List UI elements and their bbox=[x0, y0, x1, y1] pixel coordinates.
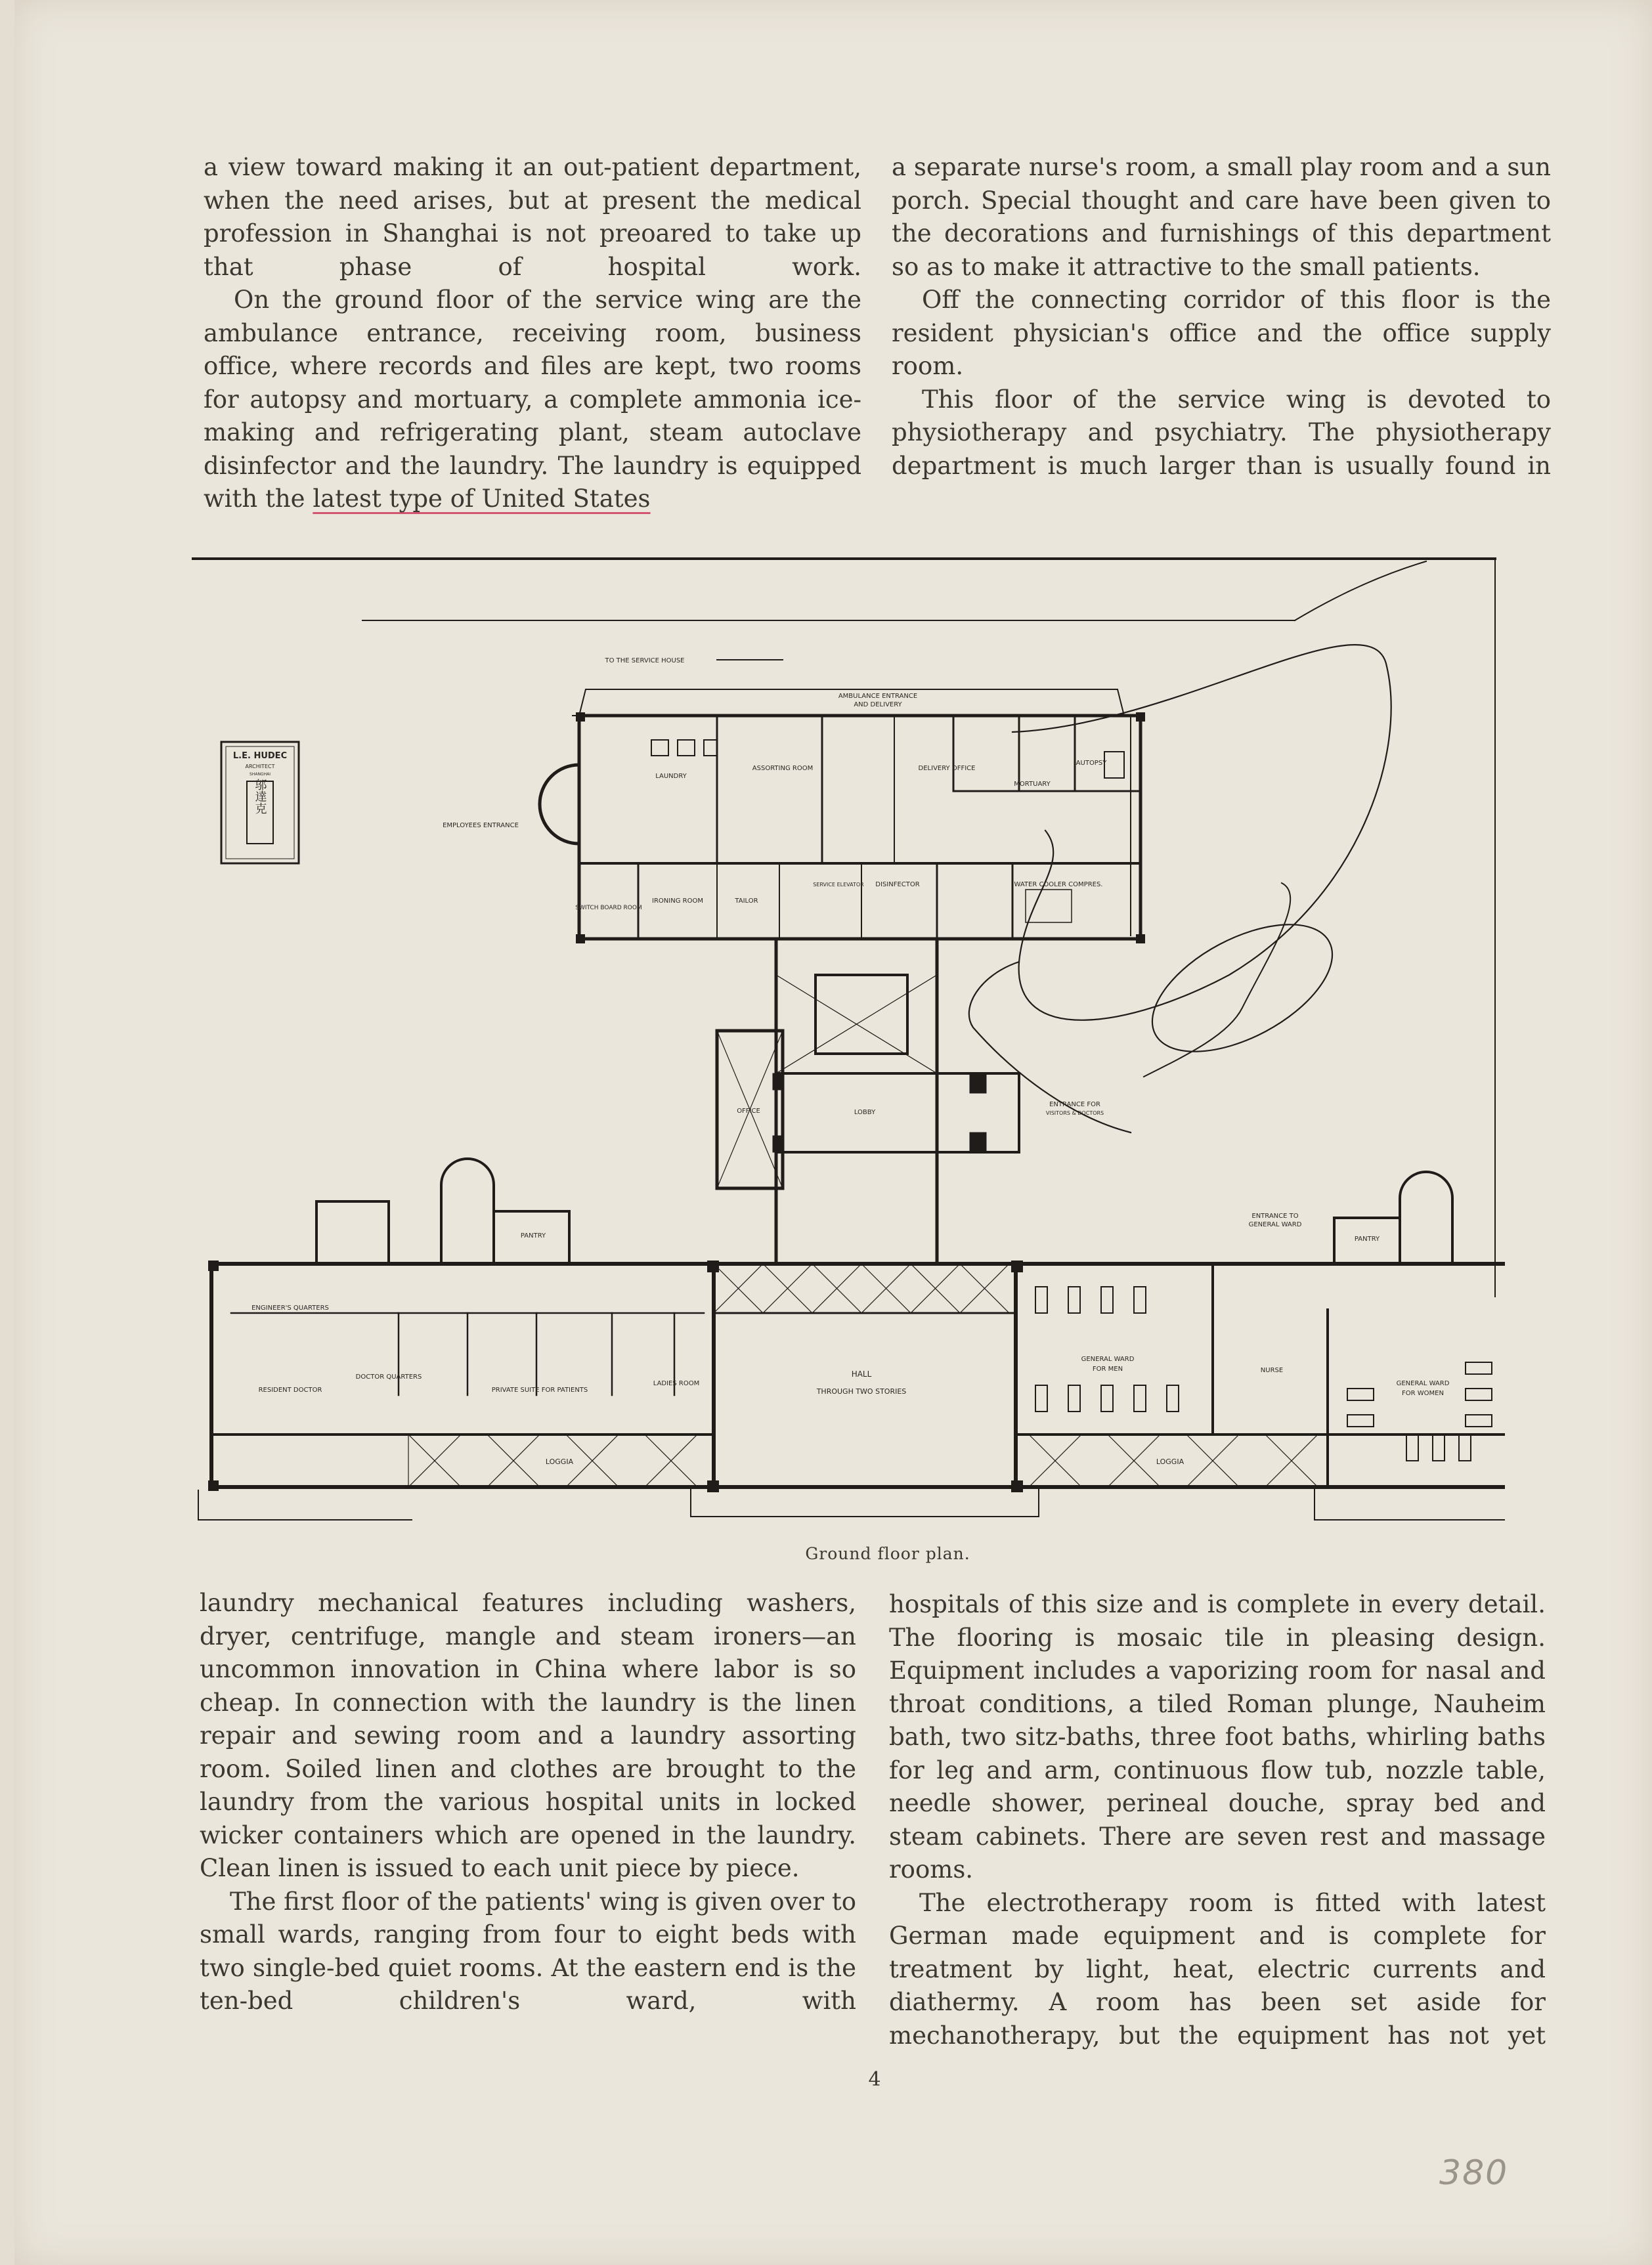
label-service-elevator: SERVICE ELEVATOR bbox=[813, 882, 864, 888]
paragraph: laundry mechanical features including washers, dryer, centrifuge, mangle and steam ironers—an uncommon innovation in China where labor is so cheap. In connection with the laundry is the linen repair and sewing room and a laundry assorting room. Soiled linen and clothes are brought to the laundry from the various hospital units in locked wicker containers which are opened in the laundry. Clean linen is issued to each unit piece by piece. bbox=[200, 1589, 856, 1882]
label-tailor: TAILOR bbox=[735, 897, 758, 905]
text-column-bottom-left bbox=[200, 1587, 856, 2018]
label-entrance-general-ward: ENTRANCE TO bbox=[1251, 1213, 1299, 1220]
label-to-service-house: TO THE SERVICE HOUSE bbox=[605, 657, 685, 664]
label-entrance-visitors-2: VISITORS & DOCTORS bbox=[1045, 1110, 1104, 1116]
floor-plan-figure bbox=[192, 555, 1505, 1530]
service-wing-outline bbox=[579, 716, 1141, 939]
label-assorting-room: ASSORTING ROOM bbox=[752, 765, 814, 772]
label-general-ward-women: GENERAL WARD bbox=[1396, 1380, 1450, 1387]
label-for-women: FOR WOMEN bbox=[1402, 1390, 1444, 1397]
label-disinfector: DISINFECTOR bbox=[875, 881, 920, 888]
paragraph: a separate nurse's room, a small play room and a sun porch. Special thought and care have been given to the decorations and furnishings of this department so as to make it attractive to the small patients. bbox=[892, 153, 1551, 281]
paragraph: hospitals of this size and is complete in every detail. The flooring is mosaic tile in pleasing design. Equipment includes a vaporizing room for nasal and throat conditions, a tiled Roman plunge, Nauheim bath, two sitz-baths, three foot baths, whirling baths for leg and arm, continuous flow tub, nozzle table, needle shower, perineal douche, spray bed and steam cabinets. There are seven rest and massage rooms. bbox=[889, 1590, 1546, 1884]
label-lobby: LOBBY bbox=[854, 1109, 876, 1116]
text-column-bottom-right bbox=[889, 1588, 1546, 2052]
label-employees-entrance: EMPLOYEES ENTRANCE bbox=[443, 822, 519, 829]
paragraph: The first floor of the patients' wing is given over to small wards, ranging from four to eight beds with two single-bed quiet rooms. At the eastern end is the ten-bed children's ward, with bbox=[200, 1887, 856, 2015]
label-nurse: NURSE bbox=[1260, 1367, 1284, 1374]
paragraph: a view toward making it an out-patient department, when the need arises, but at present the medical profession in Shanghai is not preoared to take up that phase of hospital work. bbox=[204, 153, 861, 281]
label-through-two-stories: THROUGH TWO STORIES bbox=[816, 1387, 907, 1396]
text-column-top-right bbox=[892, 151, 1551, 483]
label-pantry-right: PANTRY bbox=[1354, 1236, 1380, 1243]
label-water-cooler: WATER COOLER COMPRES. bbox=[1014, 881, 1103, 888]
paragraph bbox=[204, 284, 861, 516]
label-ladies-room: LADIES ROOM bbox=[653, 1380, 700, 1387]
text-column-top-left bbox=[204, 151, 861, 516]
label-private-suite: PRIVATE SUITE FOR PATIENTS bbox=[491, 1387, 588, 1394]
label-ironing-room: IRONING ROOM bbox=[652, 897, 703, 905]
driveway-inner-loop bbox=[1132, 898, 1352, 1077]
underlined-phrase: latest type of United States bbox=[313, 485, 651, 513]
figure-caption: Ground floor plan. bbox=[805, 1544, 970, 1563]
page-sheet bbox=[14, 0, 1652, 2265]
stamp-city: SHANGHAI bbox=[250, 772, 271, 777]
driveway-outer bbox=[1012, 645, 1391, 1020]
paragraph-text: On the ground floor of the service wing are the ambulance entrance, receiving room, business office, where records and files are kept, two rooms for autopsy and mortuary, a complete ammonia ice-making and refrigerating plant, steam autoclave disinfector and the laundry. The laundry is equipped with the bbox=[204, 286, 861, 513]
label-pantry-left: PANTRY bbox=[520, 1232, 546, 1240]
architect-stamp bbox=[221, 742, 299, 863]
floor-plan-drawing bbox=[192, 555, 1505, 1530]
stamp-title: ARCHITECT bbox=[245, 764, 275, 769]
label-switch-board-room: SWITCH BOARD ROOM bbox=[575, 905, 642, 911]
label-entrance-general-ward-2: GENERAL WARD bbox=[1248, 1221, 1302, 1228]
label-for-men: FOR MEN bbox=[1092, 1366, 1123, 1373]
label-hall: HALL bbox=[851, 1370, 872, 1379]
label-ambulance-entrance: AMBULANCE ENTRANCE bbox=[838, 693, 918, 700]
label-and-delivery: AND DELIVERY bbox=[854, 701, 902, 708]
label-doctor-quarters: DOCTOR QUARTERS bbox=[355, 1373, 422, 1381]
label-resident-doctor: RESIDENT DOCTOR bbox=[258, 1387, 322, 1394]
paragraph: Off the connecting corridor of this floor is the resident physician's office and the office supply room. bbox=[892, 286, 1551, 380]
handwritten-note: 380 bbox=[1439, 2153, 1509, 2193]
paragraph: The electrotherapy room is fitted with latest German made equipment and is complete for treatment by light, heat, electric currents and diathermy. A room has been set aside for mechanotherapy, but the equipment has not yet bbox=[889, 1888, 1546, 2050]
label-office: OFFICE bbox=[737, 1108, 760, 1115]
stamp-chinese: 邬達克 bbox=[253, 779, 267, 814]
label-autopsy: AUTOPSY bbox=[1076, 760, 1107, 767]
page-number: 4 bbox=[868, 2068, 881, 2091]
label-engineers-quarters: ENGINEER'S QUARTERS bbox=[251, 1305, 329, 1312]
label-mortuary: MORTUARY bbox=[1014, 781, 1051, 788]
label-entrance-visitors: ENTRANCE FOR bbox=[1049, 1101, 1100, 1108]
label-loggia-left: LOGGIA bbox=[545, 1457, 574, 1466]
label-general-ward-men: GENERAL WARD bbox=[1081, 1356, 1135, 1363]
stamp-name: L.E. HUDEC bbox=[232, 751, 288, 761]
label-loggia-right: LOGGIA bbox=[1156, 1457, 1185, 1466]
paragraph: This floor of the service wing is devoted to physiotherapy and psychiatry. The physiotherapy department is much larger than is usually found in bbox=[892, 385, 1551, 480]
label-delivery-office: DELIVERY OFFICE bbox=[918, 765, 976, 772]
label-laundry: LAUNDRY bbox=[655, 773, 687, 780]
